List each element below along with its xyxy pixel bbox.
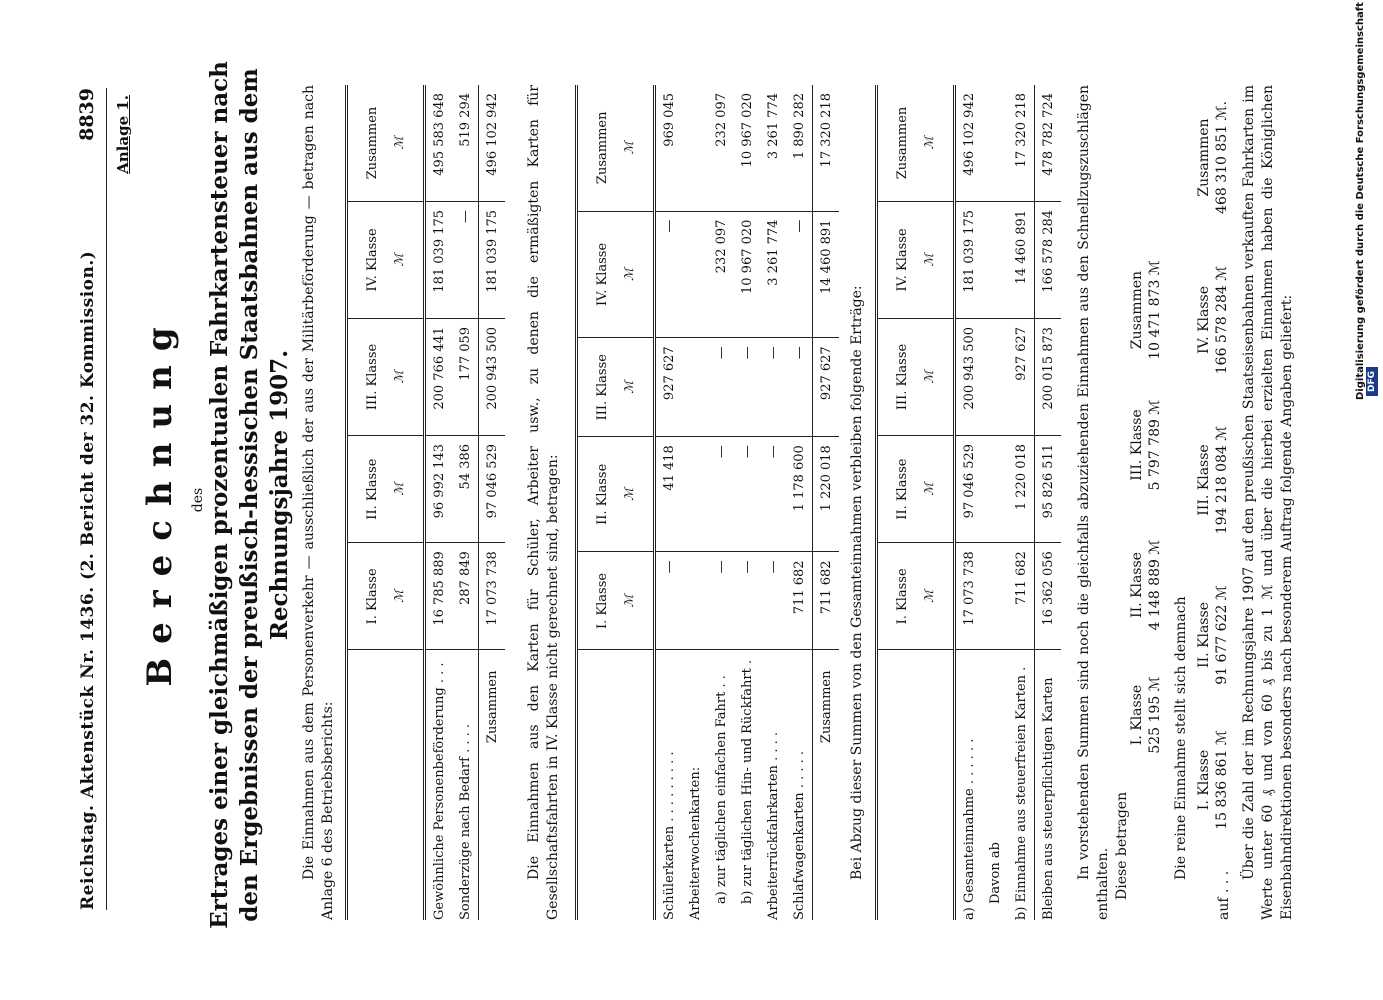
col-header-5: Zusammen ℳ: [577, 85, 655, 211]
table-row: Gewöhnliche Personenbeförderung . . . 16 785 889 96 992 143 200 766 441 181 039 175 495 583 648: [425, 85, 453, 920]
table-header-row: [347, 85, 425, 920]
table-row: Arbeiterwochenkarten:: [682, 85, 708, 920]
table-ertraege: [875, 85, 1061, 920]
dfg-logo: DFG: [1366, 367, 1378, 396]
header-rule: [106, 88, 107, 910]
table-header-row: [877, 85, 955, 920]
col-header-2: II. Klasse ℳ: [577, 437, 655, 552]
table-row: Schlafwagenkarten . . . . . 711 682 1 178 600 — — 1 890 282: [786, 85, 813, 920]
rein-col: II. Klasse 91 677 622 ℳ: [1196, 585, 1230, 685]
col-header-2: II. Klasse ℳ: [877, 435, 955, 542]
table-row: a) Gesamteinnahme . . . . . . 17 073 738 97 046 529 200 943 500 181 039 175 496 102 942: [955, 85, 983, 920]
table-total-row: Zusammen 17 073 738 97 046 529 200 943 500 181 039 175 496 102 942: [479, 85, 506, 920]
title-des: des: [190, 487, 206, 513]
abzug-paragraph: Bei Abzug dieser Summen von den Gesamteinnahmen verbleiben folgende Erträge:: [849, 285, 865, 880]
col-header-1: I. Klasse ℳ: [877, 543, 955, 650]
anlage-label: Anlage 1.: [114, 95, 132, 174]
dfg-text: Digitalisierung gefördert durch die Deutsche Forschungsgemeinschaft: [1355, 2, 1366, 400]
schnell-col: II. Klasse 4 148 889 ℳ: [1129, 539, 1163, 631]
table-total-row: Bleiben aus steuerpflichtigen Karten 16 362 056 95 826 511 200 015 873 166 578 284 478 782 724: [1035, 85, 1062, 920]
page-header: [72, 88, 106, 910]
col-header-3: III. Klasse ℳ: [347, 318, 425, 435]
header-title: Reichstag. Aktenstück Nr. 1436. (2. Bericht der 32. Kommission.): [78, 250, 98, 910]
col-header-1: I. Klasse ℳ: [577, 552, 655, 650]
col-header-1: I. Klasse ℳ: [347, 543, 425, 650]
fahrkarten-paragraph: Über die Zahl der im Rechnungsjahre 1907 auf den preußischen Staatseisenbahnen verkauften Fahrkarten im Werte unter 60 ₰ und von 60 ₰ bis zu 1 ℳ und über die hierbei erzielten Einnahmen haben die Königlichen Eisenbahndirektionen besonders nach besonderem Auftrag folgende Angaben geliefert:: [1241, 85, 1295, 920]
col-header-4: IV. Klasse ℳ: [877, 201, 955, 318]
col-header-4: IV. Klasse ℳ: [347, 201, 425, 318]
table-row: Arbeiterrückfahrkarten . . . . — — — 3 261 774 3 261 774: [760, 85, 786, 920]
col-header-3: III. Klasse ℳ: [577, 338, 655, 437]
schnell-col: I. Klasse 525 195 ℳ: [1129, 676, 1163, 754]
schueler-paragraph: Die Einnahmen aus den Karten für Schüler, Arbeiter usw., zu denen die ermäßigten Karten für Gesellschaftsfahrten in IV. Klasse nicht gerechnet sind, betragen:: [526, 85, 561, 920]
diese-betragen: Diese betragen: [1114, 791, 1130, 900]
intro-paragraph: Die Einnahmen aus dem Personenverkehr — ausschließlich der aus der Militärbeförderung — betragen nach Anlage 6 des Betriebsberichts:: [301, 85, 336, 920]
rein-col: Zusammen 468 310 851 ℳ.: [1196, 101, 1230, 214]
rein-col: IV. Klasse 166 578 284 ℳ: [1196, 265, 1230, 375]
col-header-2: II. Klasse ℳ: [347, 435, 425, 542]
dfg-footer: [1355, 0, 1377, 400]
table-row: a) zur täglichen einfachen Fahrt . . — — — 232 097 232 097: [708, 85, 734, 920]
table-row: Sonderzüge nach Bedarf . . . . 287 849 54 386 177 059 — 519 294: [452, 85, 479, 920]
reine-einnahme-paragraph: Die reine Einnahme stellt sich demnach: [1173, 596, 1189, 880]
page-number: 8839: [76, 88, 98, 141]
table-total-row: Zusammen 711 682 1 220 018 927 627 14 460 891 17 320 218: [813, 85, 840, 920]
table-row: Davon ab: [982, 85, 1008, 920]
table-ermaessigt: [575, 85, 839, 920]
rein-col: III. Klasse 194 218 084 ℳ: [1196, 425, 1230, 535]
col-header-5: Zusammen ℳ: [347, 85, 425, 201]
table-row: b) Einnahme aus steuerfreien Karten . 711 682 1 220 018 927 627 14 460 891 17 320 218: [1008, 85, 1035, 920]
col-header-3: III. Klasse ℳ: [877, 318, 955, 435]
rein-col: I. Klasse 15 836 861 ℳ: [1196, 730, 1230, 830]
schnell-col: III. Klasse 5 797 789 ℳ: [1129, 399, 1163, 491]
table-header-row: [577, 85, 655, 920]
main-title: Berechnung: [140, 313, 180, 687]
schnellzug-paragraph: In vorstehenden Summen sind noch die gleichfalls abzuziehenden Einnahmen aus den Schnellzugszuschlägen enthalten.: [1076, 85, 1111, 920]
schnell-col: Zusammen 10 471 873 ℳ: [1129, 260, 1163, 360]
col-header-5: Zusammen ℳ: [877, 85, 955, 201]
table-row: b) zur täglichen Hin- und Rückfahrt . — — — 10 967 020 10 967 020: [734, 85, 760, 920]
col-header-4: IV. Klasse ℳ: [577, 211, 655, 338]
table-personenverkehr: [345, 85, 505, 920]
table-row: Schülerkarten . . . . . . . . . — 41 418 927 627 — 969 045: [655, 85, 683, 920]
subtitle: Ertrages einer gleichmäßigen prozentualen Fahrkartensteuer nach den Ergebnissen der preußisch-hessischen Staatsbahnen aus dem Rechnungsjahre 1907.: [206, 61, 293, 929]
rein-prefix: auf . . .: [1216, 870, 1232, 920]
